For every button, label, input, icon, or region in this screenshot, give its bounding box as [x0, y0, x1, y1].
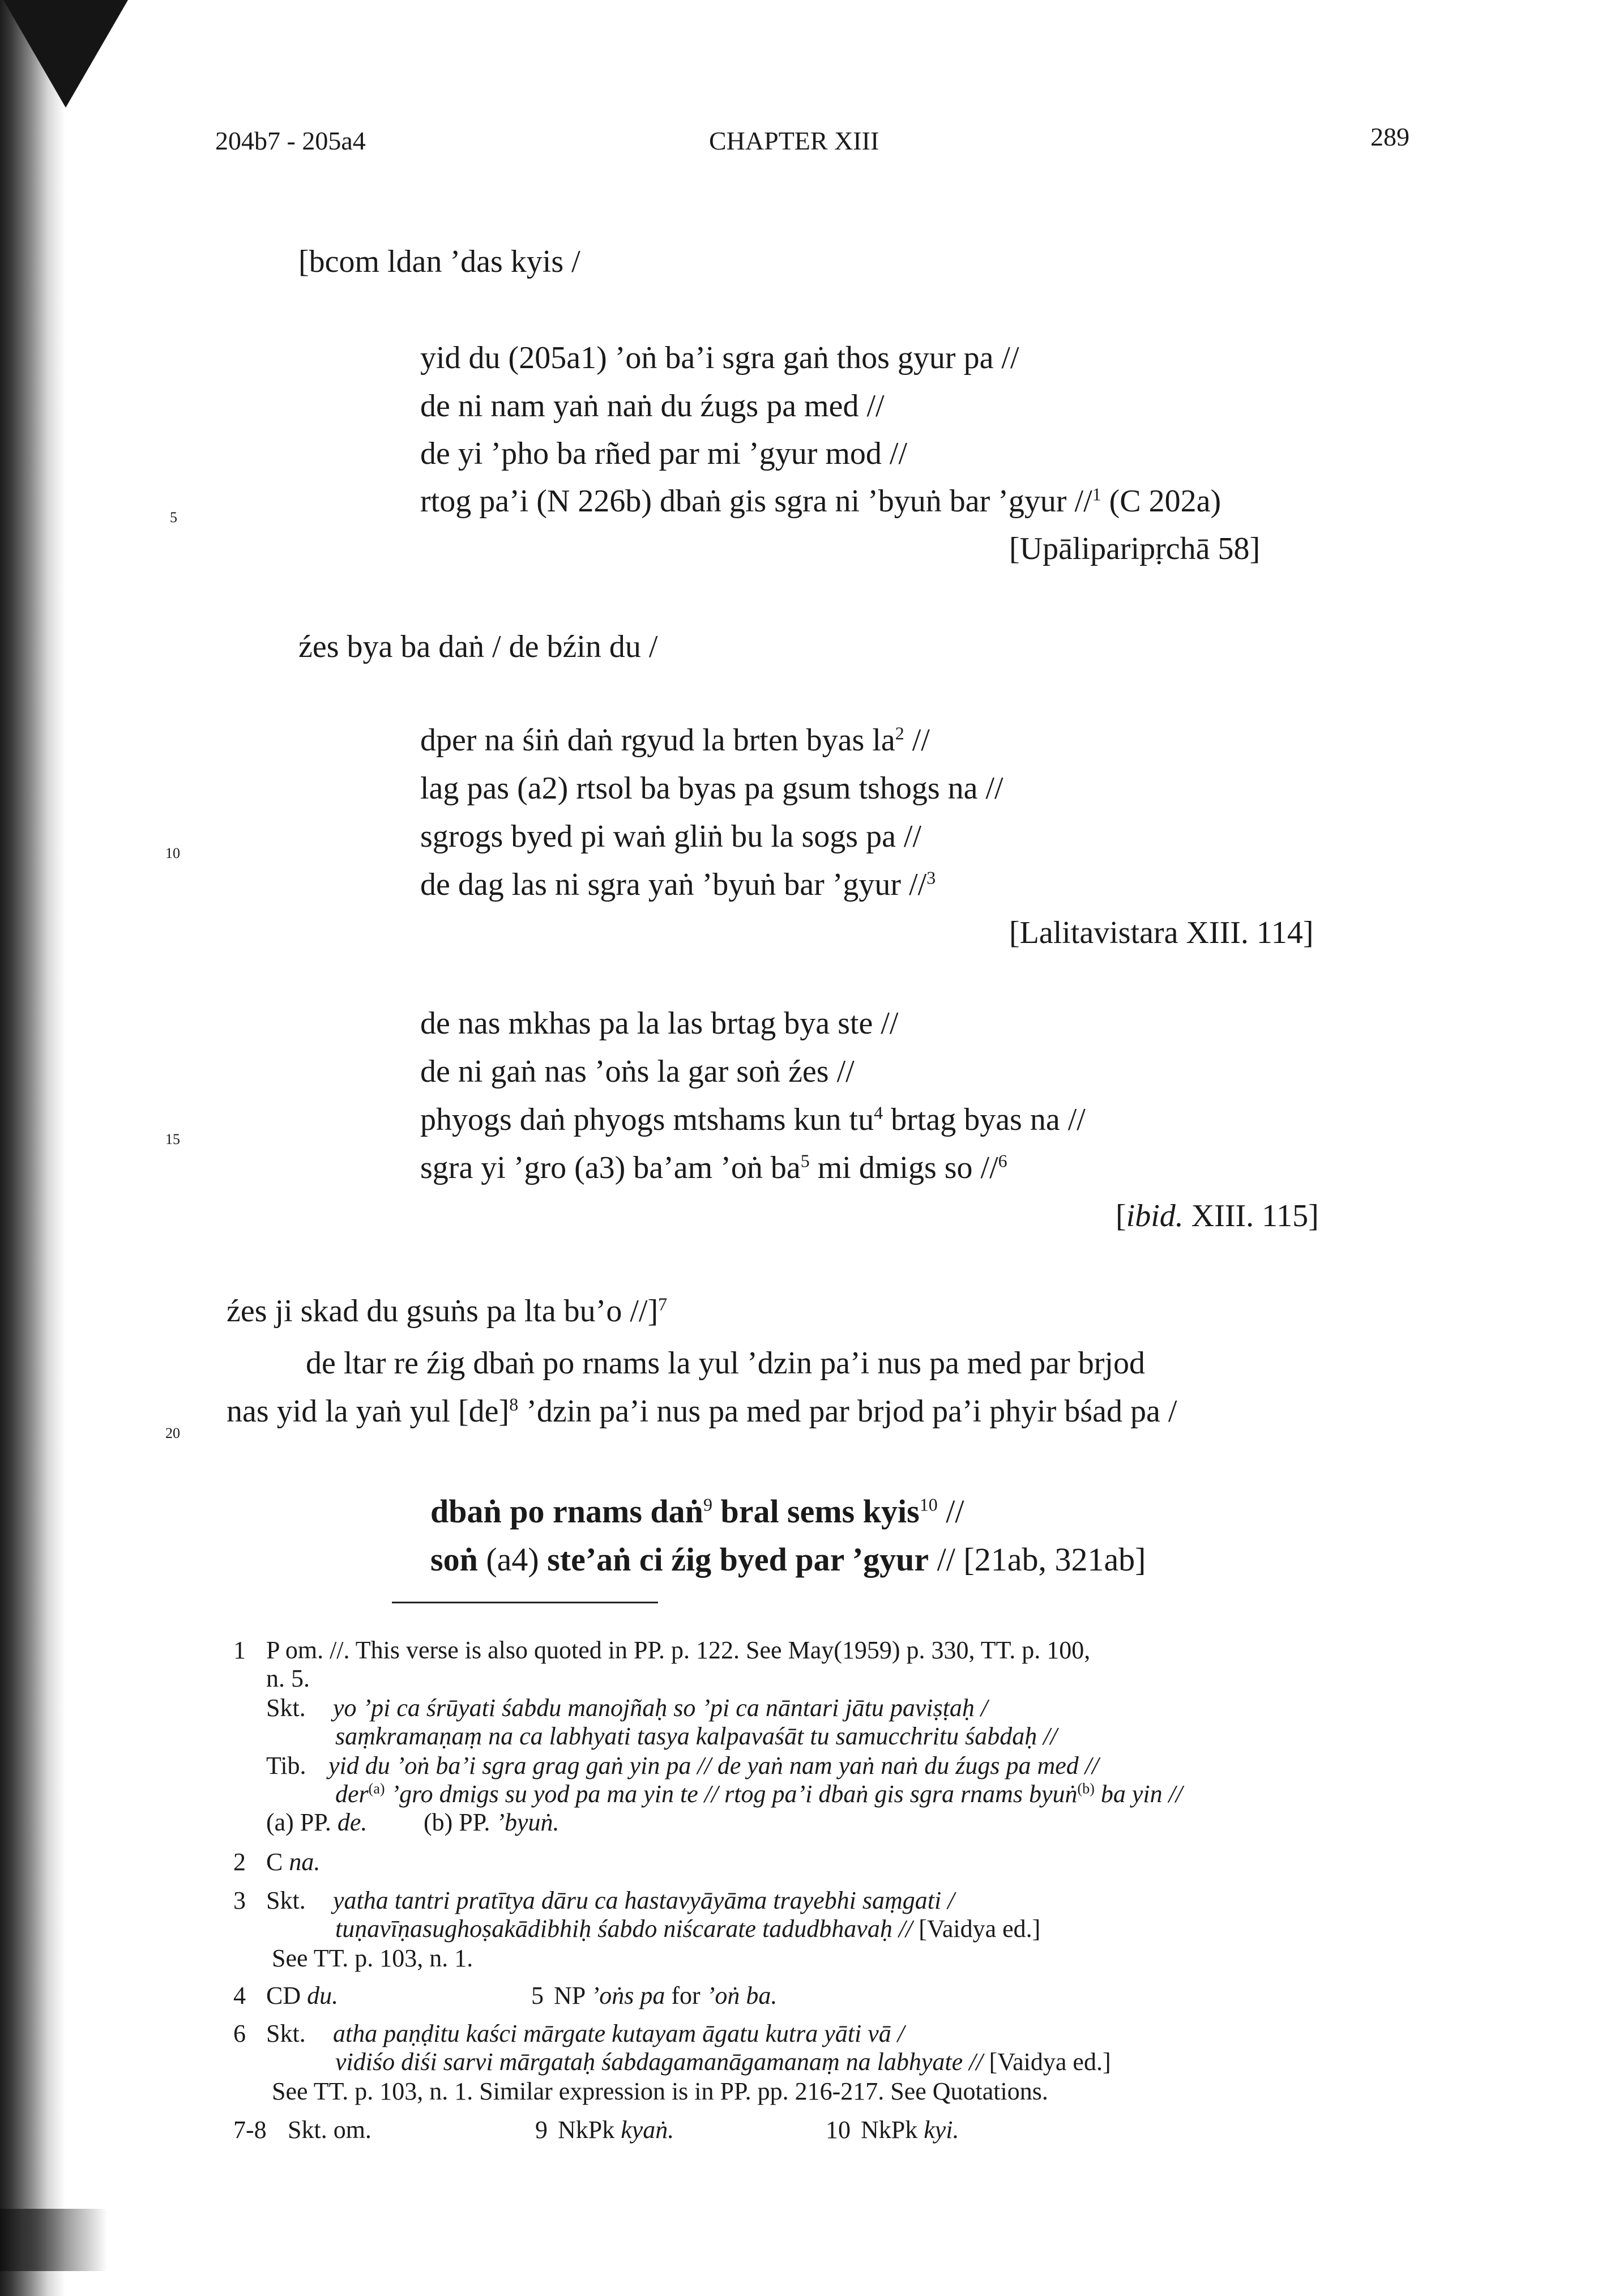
- footnote-3-see: See TT. p. 103, n. 1.: [272, 1944, 473, 1972]
- footnote-1-line1: P om. //. This verse is also quoted in PP. p. 122. See May(1959) p. 330, TT. p. 100,: [266, 1636, 1091, 1664]
- line-number-15: 15: [165, 1131, 180, 1147]
- footnote-1-variant-b: (b) PP. ’byuṅ.: [424, 1808, 559, 1836]
- verse3-line3: phyogs daṅ phyogs mtshams kun $tu^4$ brtag byas na //: [420, 1102, 1086, 1137]
- binding-shadow: [0, 0, 68, 2296]
- root-verse-line2: soṅ (a4) ste’aṅ ci źig byed par ’gyur // [21ab, 321ab]: [430, 1541, 1146, 1578]
- header-chapter: CHAPTER XIII: [709, 126, 879, 155]
- header-folio-range: 204b7 - 205a4: [215, 126, 366, 155]
- para-line1: de ltar re źig dbaṅ po rnams la yul ’dzin pa’i nus pa med par brjod: [306, 1346, 1145, 1381]
- verse1-source: [Upāliparipṛchā 58]: [1009, 531, 1261, 566]
- footnote-1-variant-a: (a) PP. de.: [266, 1808, 368, 1836]
- para-line2: nas yid la yaṅ yul [de]$^8$ ’dzin pa’i nus pa med par brjod pa’i phyir bśad pa /: [227, 1394, 1177, 1429]
- footnote-6-label: Skt.: [266, 2020, 306, 2047]
- footnote-1-line2: n. 5.: [266, 1665, 310, 1692]
- footnote-4-text: CD du.: [266, 1982, 339, 2009]
- footnote-6-skt-line2: vidiśo diśi sarvi mārgataḥ śabdagamanāgamanaṃ na labhyate // [Vaidya ed.]: [335, 2048, 1111, 2076]
- footnote-9-number: 9: [535, 2116, 548, 2144]
- verse1-line4: rtog pa’i (N 226b) dbaṅ gis sgra ni ’byuṅ bar ’gyur //$^1$ (C 202a): [420, 484, 1221, 519]
- header-page-number: 289: [1370, 122, 1410, 151]
- footnote-7-8-text: Skt. om.: [288, 2116, 371, 2144]
- root-verse-line1: dbaṅ po rnams daṅ$^9$ bral sems kyis$^{10}$ //: [430, 1493, 964, 1530]
- footnote-2-number: 2: [233, 1848, 246, 1876]
- footnote-5-text: NP ’oṅs pa for ’oṅ ba.: [554, 1982, 778, 2009]
- verse3-line2: de ni gaṅ nas ’oṅs la gar soṅ źes //: [420, 1054, 855, 1089]
- verse2-line2: lag pas (a2) rtsol ba byas pa gsum tshogs na //: [420, 771, 1003, 806]
- footnote-3-number: 3: [233, 1887, 246, 1914]
- footnote-6-see: See TT. p. 103, n. 1. Similar expression is in PP. pp. 216-217. See Quotations.: [272, 2077, 1048, 2105]
- line-number-20: 20: [165, 1425, 180, 1441]
- footnote-1-skt-line1: yo ’pi ca śrūyati śabdu manojñaḥ so ’pi ca nāntari jātu paviṣṭaḥ /: [333, 1694, 988, 1722]
- mid-line: źes bya ba daṅ / de bźin du /: [298, 629, 658, 664]
- footnote-3-skt-line1: yatha tantri pratītya dāru ca hastavyāyāma trayebhi saṃgati /: [333, 1887, 955, 1914]
- footnote-7-8-number: 7-8: [233, 2116, 267, 2144]
- verse2-line4: de dag las ni sgra yaṅ ’byuṅ bar ’gyur //$^3$: [420, 867, 936, 902]
- footnote-1-tib-label: Tib.: [266, 1752, 306, 1779]
- footnote-1-skt-line2: saṃkramaṇaṃ na ca labhyati tasya kalpavaśāt tu samucchritu śabdaḥ //: [335, 1722, 1057, 1750]
- verse1-line2: de ni nam yaṅ naṅ du źugs pa med //: [420, 389, 885, 424]
- footnote-5-number: 5: [531, 1982, 544, 2009]
- footnote-3-skt-line2: tuṇavīṇasughoṣakādibhiḥ śabdo niścarate tadudbhavaḥ // [Vaidya ed.]: [335, 1915, 1041, 1943]
- footnote-10-number: 10: [826, 2116, 851, 2144]
- verse3-line1: de nas mkhas pa la las brtag bya ste //: [420, 1006, 899, 1041]
- footnote-10-text: NkPk kyi.: [861, 2116, 959, 2144]
- verse3-source: [ibid. XIII. 115]: [1116, 1198, 1319, 1234]
- line-number-5: 5: [170, 509, 177, 526]
- footnote-4-number: 4: [233, 1982, 246, 2009]
- closing-line: źes ji skad du gsuṅs pa lta bu’o //]$^7$: [227, 1294, 668, 1329]
- footnote-1-tib-line1: yid du ’oṅ ba’i sgra grag gaṅ yin pa // de yaṅ nam yaṅ naṅ du źugs pa med //: [328, 1752, 1099, 1779]
- spine-top: [3, 0, 128, 108]
- verse1-line1: yid du (205a1) ’oṅ ba’i sgra gaṅ thos gyur pa //: [420, 340, 1019, 375]
- verse2-source: [Lalitavistara XIII. 114]: [1009, 915, 1314, 950]
- footnote-9-text: NkPk kyaṅ.: [558, 2116, 674, 2144]
- verse2-line1: dper na śiṅ daṅ rgyud la brten byas $la^2$ //: [420, 723, 930, 758]
- verse3-line4: sgra yi ’gro (a3) ba’am ’oṅ $ba^5$ mi dmigs so //$^6$: [420, 1150, 1007, 1185]
- line-number-10: 10: [165, 845, 180, 861]
- footnote-1-tib-line2: der$^{(a)}$ ’gro dmigs su yod pa ma yin te // rtog pa’i dbaṅ gis sgra rnams byuṅ$^{(b)}$ ba yin //: [335, 1780, 1183, 1808]
- footnote-1-number: 1: [233, 1636, 246, 1664]
- footnote-6-skt-line1: atha paṇḍitu kaści mārgate kutayam āgatu kutra yāti vā /: [333, 2020, 904, 2047]
- footnote-3-label: Skt.: [266, 1887, 306, 1914]
- spine-bottom: [0, 2209, 108, 2271]
- verse1-line3: de yi ’pho ba rñed par mi ’gyur mod //: [420, 436, 908, 471]
- verse2-line3: sgrogs byed pi waṅ gliṅ bu la sogs pa //: [420, 819, 922, 854]
- footnote-1-skt-label: Skt.: [266, 1694, 306, 1722]
- footnote-2-text: C na.: [266, 1848, 321, 1876]
- footnote-rule: [392, 1602, 658, 1603]
- footnote-6-number: 6: [233, 2020, 246, 2047]
- intro-line: [bcom ldan ’das kyis /: [298, 244, 580, 279]
